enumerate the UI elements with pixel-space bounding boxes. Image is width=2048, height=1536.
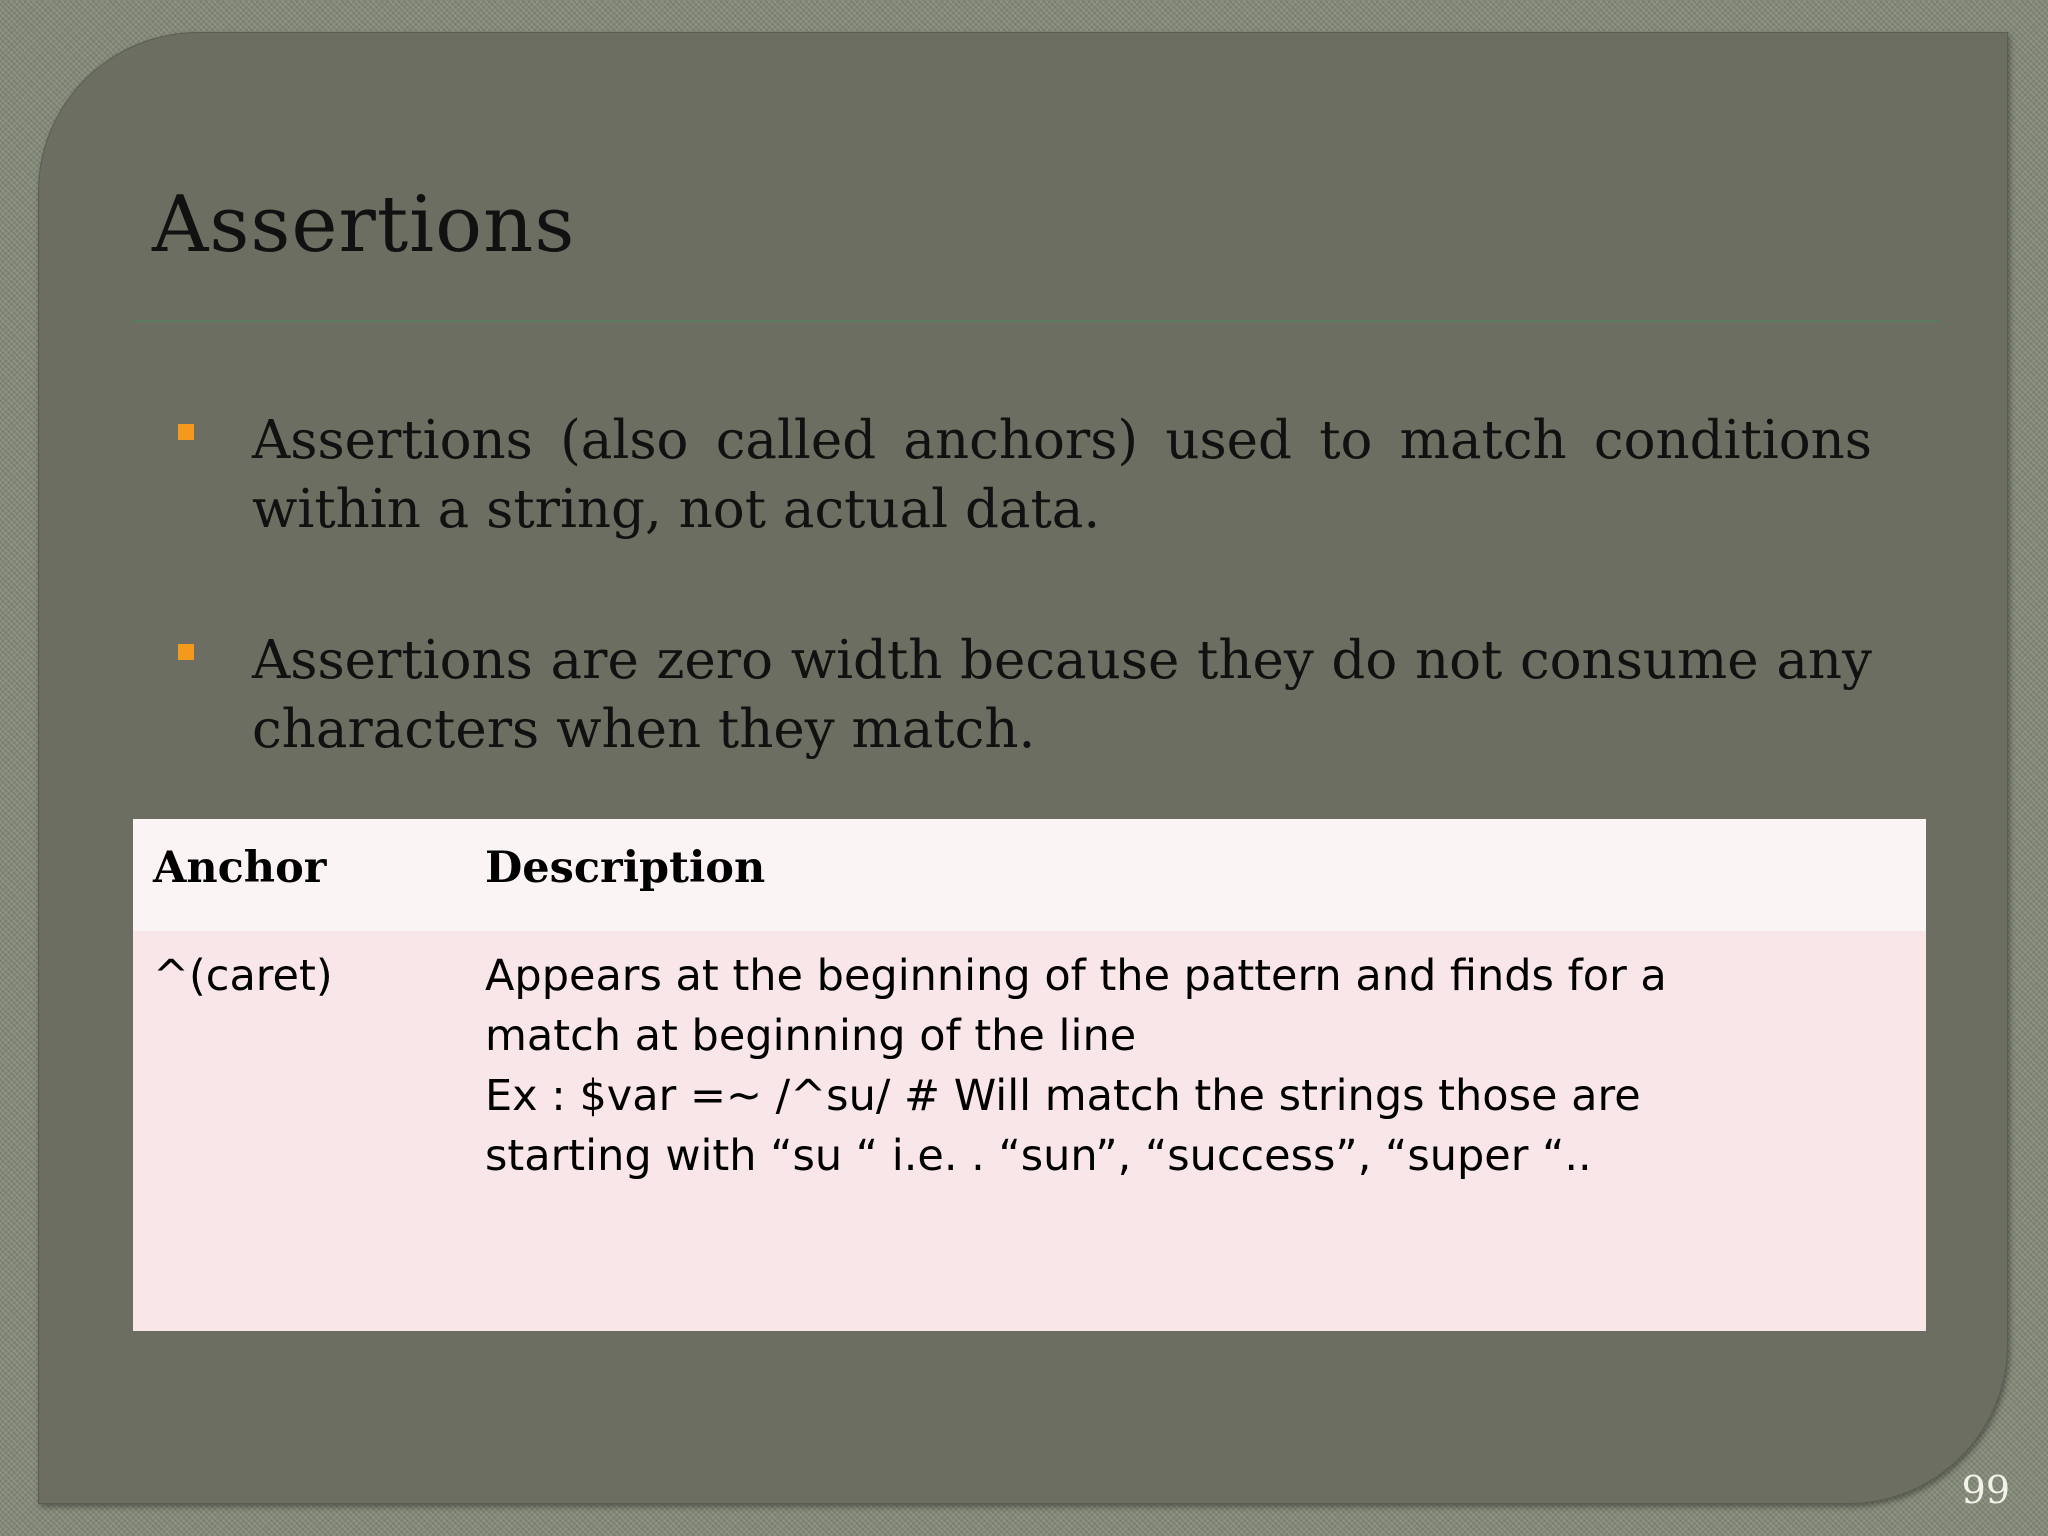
anchor-table — [133, 819, 1926, 1331]
table-header-description: Description — [485, 843, 766, 893]
description-line: match at beginning of the line — [485, 1011, 1137, 1061]
description-line: Ex : $var =~ /^su/ # Will match the strings those are — [485, 1071, 1641, 1121]
title-divider — [132, 320, 1940, 322]
description-cell — [485, 946, 1905, 1186]
bullet-list — [178, 406, 1872, 846]
table-header-anchor: Anchor — [153, 843, 327, 893]
square-bullet-icon — [178, 424, 194, 440]
table-header-row — [133, 819, 1926, 931]
square-bullet-icon — [178, 644, 194, 660]
slide-title: Assertions — [152, 180, 576, 270]
description-line: Appears at the beginning of the pattern and finds for a — [485, 951, 1667, 1001]
bullet-text: Assertions (also called anchors) used to match conditions within a string, not actual data. — [252, 410, 1872, 540]
page-number: 99 — [1961, 1468, 2010, 1512]
description-line: starting with “su “ i.e. . “sun”, “success”, “super “.. — [485, 1131, 1592, 1181]
bullet-item — [178, 406, 1872, 544]
anchor-cell: ^(caret) — [153, 951, 333, 1001]
bullet-item — [178, 626, 1872, 764]
bullet-text: Assertions are zero width because they do not consume any characters when they match. — [252, 630, 1872, 760]
